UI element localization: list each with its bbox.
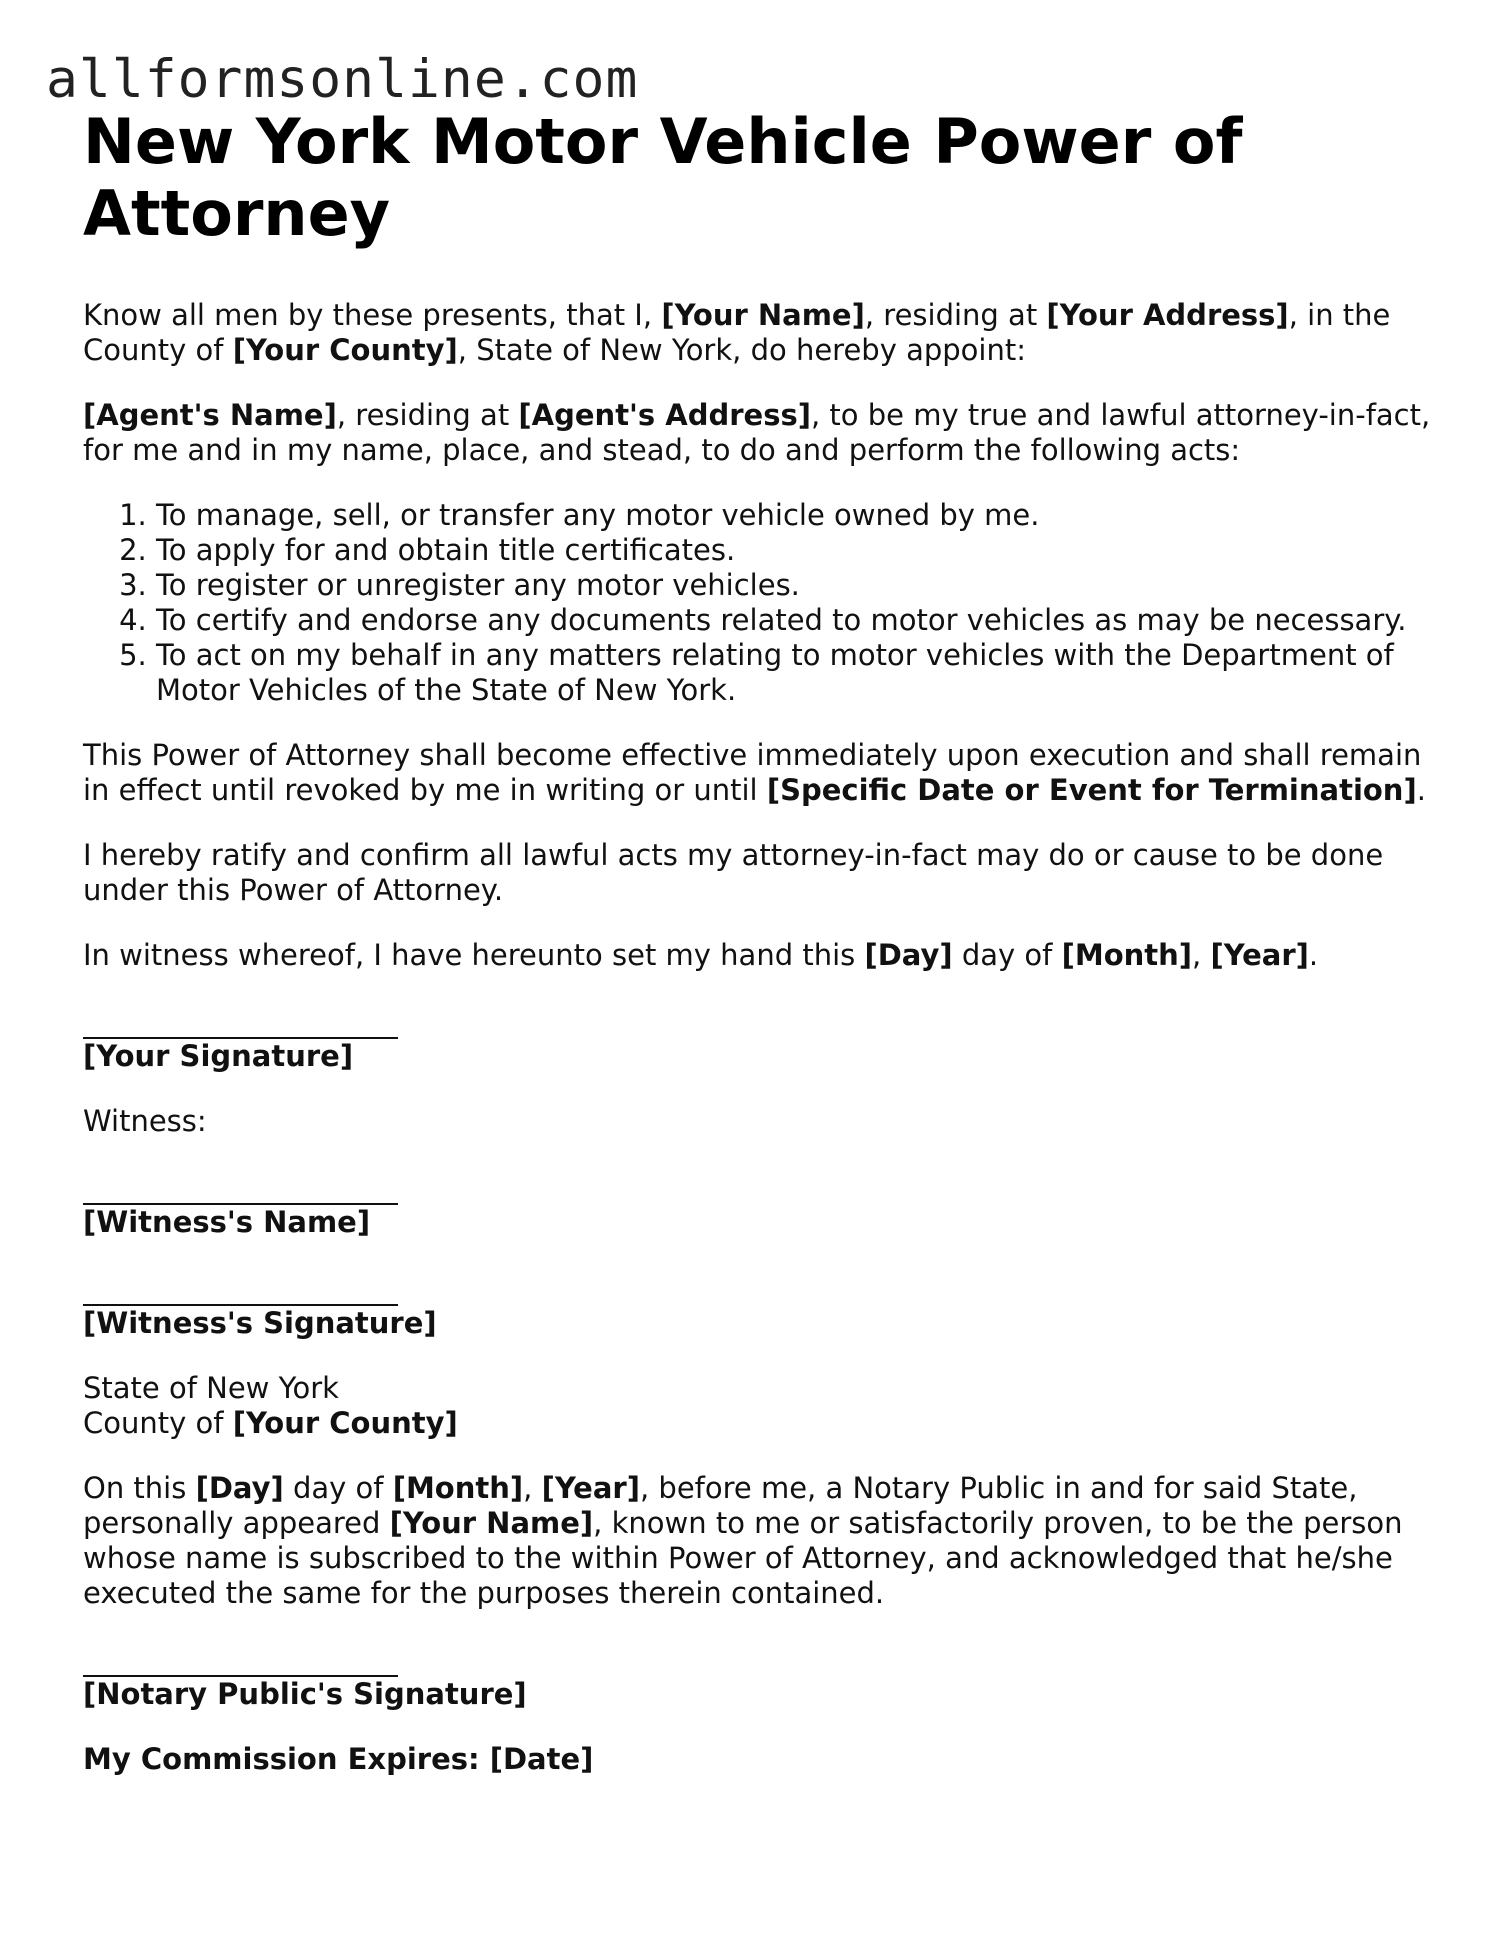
list-item: 4. To certify and endorse any documents related to motor vehicles as may be necessary. (156, 603, 1443, 638)
effect-paragraph (83, 738, 1443, 808)
intro-paragraph (83, 298, 1443, 368)
intro-text-3: , in the County of (83, 298, 1391, 367)
witness-label: Witness: (83, 1104, 207, 1138)
notary-month-field: [Month] (392, 1471, 524, 1505)
commission-expires: My Commission Expires: [Date] (83, 1742, 594, 1776)
witness-name-block (83, 1169, 1443, 1240)
notary-signature-block (83, 1641, 1443, 1712)
intro-text-2: , residing at (864, 298, 1047, 332)
witness-text-1: In witness whereof, I have hereunto set my hand this (83, 938, 865, 972)
venue-block (83, 1371, 1443, 1441)
signature-line[interactable] (83, 1169, 398, 1205)
your-signature-block (83, 1003, 1443, 1074)
watermark-text: allformsonline.com (46, 49, 639, 110)
termination-field: [Specific Date or Event for Termination] (766, 773, 1417, 807)
effect-text-2: . (1416, 773, 1426, 807)
witness-clause (83, 938, 1443, 973)
acts-list (83, 498, 1443, 708)
list-item: 3. To register or unregister any motor vehicles. (156, 568, 1443, 603)
signature-line[interactable] (83, 1270, 398, 1306)
document-body (83, 298, 1443, 1777)
witness-text-4: . (1308, 938, 1319, 972)
ratify-paragraph: I hereby ratify and confirm all lawful acts my attorney-in-fact may do or cause to be done under this Power of Attorney. (83, 838, 1384, 907)
your-address-field: [Your Address] (1046, 298, 1289, 332)
list-item: 5. To act on my behalf in any matters relating to motor vehicles with the Department of Motor Vehicles of the State of New York. (156, 638, 1443, 708)
agent-paragraph (83, 398, 1443, 468)
notary-paragraph (83, 1471, 1443, 1611)
venue-state: State of New York (83, 1371, 339, 1405)
intro-text-4: , State of New York, do hereby appoint: (457, 333, 1026, 367)
notary-your-name-field: [Your Name] (389, 1506, 594, 1540)
year-field: [Year] (1210, 938, 1309, 972)
notary-text-1: On this (83, 1471, 196, 1505)
notary-text-5: , known to me or satisfactorily proven, to be the person whose name is subscribed to the within Power of Attorney, and acknowledged that he/she executed the same for the purposes therein contained. (83, 1506, 1403, 1610)
venue-county-field: [Your County] (232, 1406, 458, 1440)
notary-text-2: day of (283, 1471, 393, 1505)
notary-signature-label: [Notary Public's Signature] (83, 1677, 527, 1711)
effect-text-1: This Power of Attorney shall become effective immediately upon execution and shall remain in effect until revoked by me in writing or until (83, 738, 1422, 807)
agent-address-field: [Agent's Address] (518, 398, 811, 432)
witness-name-label: [Witness's Name] (83, 1205, 371, 1239)
witness-signature-label: [Witness's Signature] (83, 1306, 437, 1340)
signature-line[interactable] (83, 1003, 398, 1039)
document-page (83, 106, 1443, 1777)
list-item: 1. To manage, sell, or transfer any motor vehicle owned by me. (156, 498, 1443, 533)
document-title: New York Motor Vehicle Power of Attorney (83, 105, 1243, 250)
month-field: [Month] (1061, 938, 1193, 972)
day-field: [Day] (864, 938, 953, 972)
venue-county-prefix: County of (83, 1406, 233, 1440)
notary-year-field: [Year] (541, 1471, 640, 1505)
agent-name-field: [Agent's Name] (83, 398, 337, 432)
witness-text-3: , (1192, 938, 1211, 972)
your-name-field: [Your Name] (661, 298, 865, 332)
witness-text-2: day of (952, 938, 1062, 972)
signature-line[interactable] (83, 1641, 398, 1677)
witness-signature-block (83, 1270, 1443, 1341)
list-item: 2. To apply for and obtain title certificates. (156, 533, 1443, 568)
your-signature-label: [Your Signature] (83, 1039, 354, 1073)
your-county-field: [Your County] (232, 333, 458, 367)
notary-text-4: , before me, a Notary Public in and for said State, personally appeared (83, 1471, 1358, 1540)
agent-text-2: , to be my true and lawful attorney-in-fact, for me and in my name, place, and stead, to do and perform the following acts: (83, 398, 1431, 467)
agent-text-1: , residing at (336, 398, 519, 432)
intro-text-1: Know all men by these presents, that I, (83, 298, 662, 332)
notary-text-3: , (523, 1471, 542, 1505)
notary-day-field: [Day] (195, 1471, 284, 1505)
